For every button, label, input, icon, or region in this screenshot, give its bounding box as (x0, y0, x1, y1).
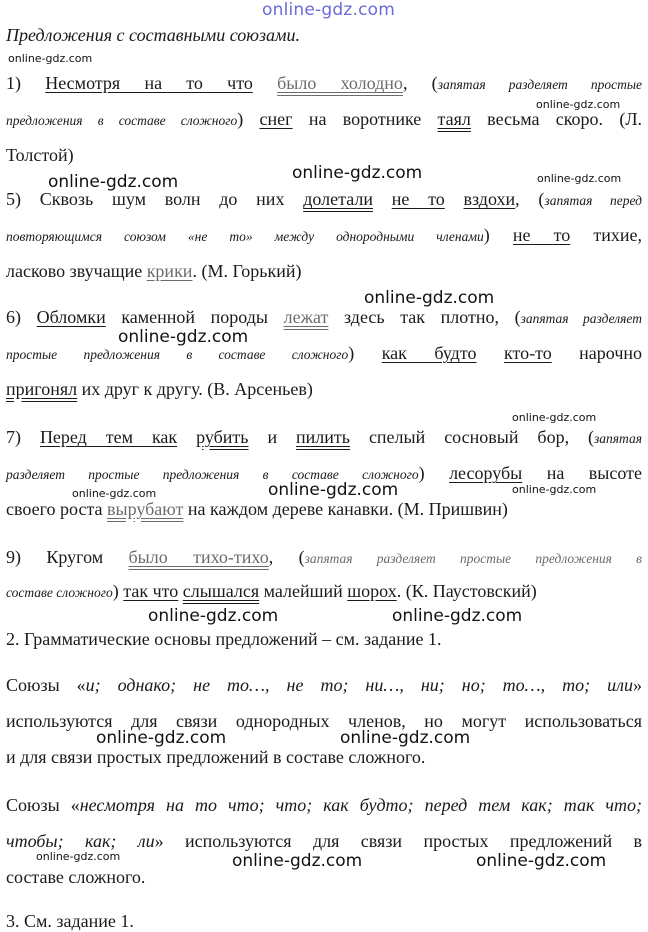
sentence-7-line-1 (6, 426, 642, 450)
punctuation: ) (483, 225, 490, 245)
punctuation: ) (418, 463, 425, 483)
text: на воротнике (308, 109, 422, 129)
conjunction: не то (512, 225, 571, 245)
conjunction-list: чтобы; как; ли (6, 831, 155, 851)
watermark: online-gdz.com (476, 851, 607, 871)
text: на каждом дереве канавки. (М. Пришвин) (187, 499, 508, 519)
note: запятая разделяет простые предложения в (304, 551, 643, 566)
text: весьма скоро. (Л. (487, 109, 643, 129)
note: запятая разделяет (520, 311, 642, 326)
text: . (К. Паустовский) (396, 581, 537, 601)
watermark: online-gdz.com (392, 606, 523, 626)
text: ласково звучащие (6, 261, 143, 281)
watermark: online-gdz.com (36, 850, 121, 863)
conjunction-list: и; однако; не то…, не то; ни…, ни; но; то…, то; или (85, 675, 633, 695)
conjunctions-paragraph-2-line-2 (6, 830, 642, 852)
predicate: слышался (182, 581, 260, 601)
punctuation: ) (112, 581, 119, 601)
watermark: online-gdz.com (148, 606, 279, 626)
punctuation: ) (237, 109, 244, 129)
sentence-6-line-1 (6, 306, 642, 330)
sentence-number: 9) (6, 547, 21, 567)
conjunction: как будто (381, 343, 477, 363)
text: Союзы « (6, 675, 86, 695)
text: » используются для связи простых предложений в (154, 831, 642, 851)
text: нарочно (579, 343, 642, 363)
predicate: было холодно (277, 73, 403, 93)
conjunction-list: несмотря на то что; что; как будто; перед тем как; так что; (79, 795, 642, 815)
sentence-5-line-2 (6, 224, 642, 248)
conjunctions-paragraph-1-line-1 (6, 674, 642, 696)
watermark: online-gdz.com (340, 728, 471, 748)
sentence-6-line-3 (6, 378, 642, 400)
note: повторяющимся союзом «не то» между однородными членами (6, 229, 484, 244)
note: простые предложения в составе сложного (6, 347, 349, 362)
watermark: online-gdz.com (48, 172, 179, 192)
sentence-number: 6) (6, 307, 21, 327)
subject: лесорубы (449, 463, 523, 483)
watermark: online-gdz.com (118, 327, 249, 347)
watermark: online-gdz.com (364, 288, 495, 308)
predicate: было тихо-тихо (128, 547, 269, 567)
sentence-number: 5) (6, 189, 21, 209)
text: тихие, (593, 225, 642, 245)
predicate: пригонял (6, 379, 78, 399)
predicate: лежат (283, 307, 329, 327)
conjunction: так что (123, 581, 179, 601)
text: Сквозь шум волн до них (39, 189, 285, 209)
subject: крики (146, 261, 193, 281)
text: здесь так плотно, ( (344, 307, 521, 327)
watermark-top: online-gdz.com (262, 0, 396, 20)
conjunctions-paragraph-1-line-3: и для связи простых предложений в составе сложного. (6, 747, 426, 767)
note: предложения в составе сложного (6, 113, 238, 128)
subject: шорох (347, 581, 397, 601)
conjunctions-paragraph-2-line-1 (6, 794, 642, 816)
sentence-1-line-1 (6, 72, 642, 96)
text: каменной породы (121, 307, 269, 327)
note: запятая (594, 431, 642, 446)
conjunctions-paragraph-2-line-3: составе сложного. (6, 867, 146, 887)
text: малейший (263, 581, 343, 601)
note: запятая разделяет простые (437, 77, 642, 92)
predicate: пилить (296, 427, 350, 447)
text: на высоте (546, 463, 643, 483)
text: их друг к другу. (В. Арсеньев) (81, 379, 313, 399)
subject: вздохи (463, 189, 516, 209)
punctuation: , ( (402, 73, 438, 93)
subject: Обломки (36, 307, 106, 327)
predicate: долетали (303, 189, 373, 209)
punctuation: , ( (515, 189, 545, 209)
watermark: online-gdz.com (268, 480, 399, 500)
sentence-9-line-2 (6, 580, 642, 604)
punctuation: , ( (268, 547, 305, 567)
predicate: рубить (196, 427, 249, 447)
text: Союзы « (6, 795, 80, 815)
text: » (633, 675, 642, 695)
text: спелый сосновый бор, ( (368, 427, 595, 447)
text: Кругом (46, 547, 104, 567)
predicate: таял (437, 109, 471, 129)
note: запятая перед (544, 193, 643, 208)
watermark: online-gdz.com (512, 411, 597, 424)
watermark: online-gdz.com (512, 483, 597, 496)
conjunctions-paragraph-1-line-2: используются для связи однородных членов, но могут использоваться (6, 711, 642, 731)
sentence-1-line-2 (6, 108, 642, 132)
punctuation: ) (348, 343, 355, 363)
subject: снег (259, 109, 293, 129)
watermark: online-gdz.com (536, 98, 621, 111)
conjunction: не то (391, 189, 445, 209)
sentence-number: 7) (6, 427, 21, 447)
task-2-paragraph: 2. Грамматические основы предложений – см. задание 1. (6, 629, 442, 649)
sentence-number: 1) (6, 73, 21, 93)
predicate: вырубают (107, 499, 184, 519)
sentence-7-line-3 (6, 498, 642, 520)
watermark: online-gdz.com (96, 728, 227, 748)
sentence-6-line-2 (6, 342, 642, 366)
watermark: online-gdz.com (8, 52, 93, 65)
section-heading: Предложения с составными союзами. (6, 25, 300, 45)
sentence-9-line-1 (6, 546, 642, 570)
text: . (М. Горький) (192, 261, 302, 281)
text: своего роста (6, 499, 103, 519)
sentence-7-line-2 (6, 462, 642, 486)
conjunction: Перед тем как (39, 427, 178, 447)
watermark: online-gdz.com (292, 163, 423, 183)
watermark: online-gdz.com (72, 487, 157, 500)
watermark: online-gdz.com (232, 851, 363, 871)
sentence-5-line-3 (6, 260, 642, 282)
conjunction: Несмотря на то что (45, 73, 253, 93)
note: разделяет простые предложения в составе сложного (6, 467, 419, 482)
sentence-5-line-1 (6, 188, 642, 212)
text: и (267, 427, 278, 447)
note: составе сложного (6, 585, 113, 600)
subject: кто-то (503, 343, 552, 363)
sentence-1-line-3: Толстой) (6, 145, 74, 165)
task-3-paragraph: 3. См. задание 1. (6, 911, 134, 931)
watermark: online-gdz.com (537, 172, 622, 185)
